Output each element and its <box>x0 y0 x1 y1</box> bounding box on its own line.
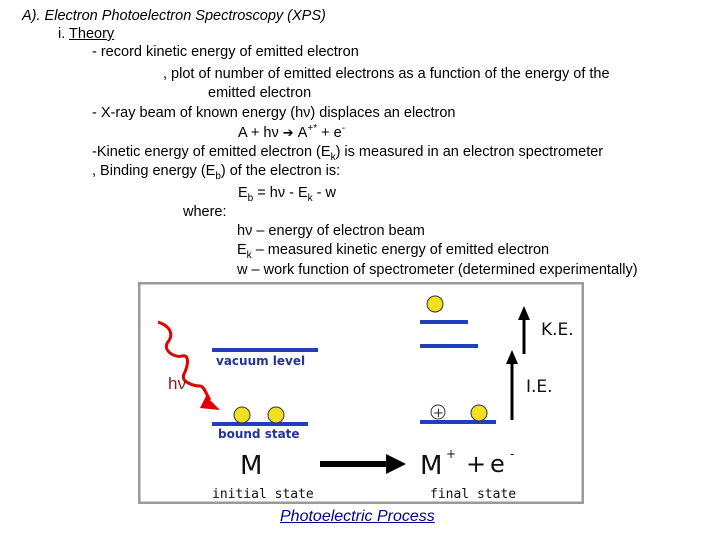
figure-caption: Photoelectric Process <box>280 508 435 525</box>
hole-plus-symbol: + <box>433 406 444 421</box>
right-arrow-icon: ➔ <box>282 126 294 141</box>
ejected-electron <box>427 296 443 312</box>
where-label: where: <box>183 204 227 220</box>
subheading: i. Theory <box>58 26 115 42</box>
text-line-4: - X-ray beam of known energy (hν) displaces an electron <box>92 105 456 121</box>
section-heading: A). Electron Photoelectron Spectroscopy (XPS) <box>22 8 326 24</box>
final-molecule-charge: + <box>446 447 457 461</box>
subheading-title: Theory <box>69 26 115 42</box>
ke-label: K.E. <box>541 320 574 340</box>
initial-state-label: initial state <box>212 487 314 502</box>
binding-energy-equation: $E_b = h\nu - E_k - w$ <box>238 185 337 204</box>
definition-hv: hν – energy of electron beam <box>237 223 425 239</box>
text-line-7: , Binding energy $(E_b)$ of the electron is: <box>92 163 341 182</box>
text-line-3: emitted electron <box>208 85 312 101</box>
text-line-2: , plot of number of emitted electrons as a function of the energy of the <box>163 66 610 82</box>
remaining-electron <box>471 405 487 421</box>
final-electron-charge: - <box>510 447 515 461</box>
final-electron-label: e <box>490 450 505 478</box>
hv-label: hν <box>168 374 186 393</box>
bound-state-label: bound state <box>218 427 300 441</box>
photoelectric-diagram <box>138 282 584 504</box>
final-state-label: final state <box>430 487 517 502</box>
final-plus-label: + <box>466 450 487 478</box>
vacuum-level-label: vacuum level <box>216 354 306 368</box>
final-molecule-label: M <box>420 451 443 481</box>
reaction-line: A + hν ➔ A+* + e- <box>238 123 346 141</box>
ie-label: I.E. <box>526 377 553 397</box>
bound-electron-2 <box>268 407 284 423</box>
definition-w: w – work function of spectrometer (determined experimentally) <box>237 262 638 278</box>
bound-electron-1 <box>234 407 250 423</box>
text-line-1: - record kinetic energy of emitted electron <box>92 44 359 60</box>
text-line-6: -Kinetic energy of emitted electron $(E_k)$ is measured in an electron spectrometer <box>92 144 604 163</box>
definition-ek: $E_k$ – measured kinetic energy of emitted electron <box>237 242 550 261</box>
initial-molecule-label: M <box>240 451 263 481</box>
